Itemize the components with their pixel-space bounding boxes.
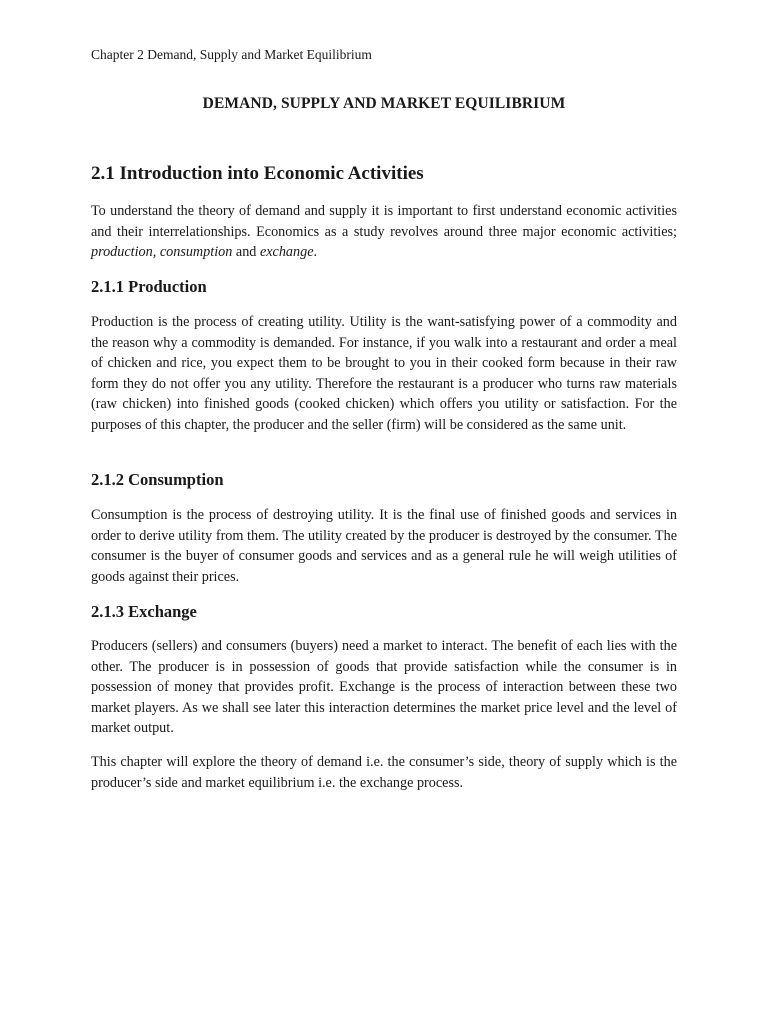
production-paragraph: Production is the process of creating utility. Utility is the want-satisfying power of a commodity and the reason why a commodity is demanded. For instance, if you walk into a restaurant and order a meal of chicken and rice, you expect them to be brought to you in their cooked form because in their raw form they do not offer you any utility. Therefore the restaurant is a producer who turns raw materials (raw chicken) into finished goods (cooked chicken) which offers you utility or satisfaction. For the purposes of this chapter, the producer and the seller (firm) will be considered as the same unit.	[91, 314, 677, 433]
subsection-heading-consumption: 2.1.2 Consumption	[91, 470, 224, 489]
intro-text: To understand the theory of demand and supply it is important to first understand economic activities and their interrelationships. Economics as a study revolves around three major economic activities;	[91, 203, 677, 240]
intro-end: .	[313, 244, 318, 260]
exchange-paragraph: Producers (sellers) and consumers (buyers) need a market to interact. The benefit of each lies with the other. The producer is in possession of goods that provide satisfaction while the consumer is in possession of money that provides profit. Exchange is the process of interaction between these two market players. As we shall see later this interaction determines the market price level and the level of market output.	[91, 638, 677, 736]
subsection-heading-exchange: 2.1.3 Exchange	[91, 602, 197, 621]
consumption-paragraph: Consumption is the process of destroying utility. It is the final use of finished goods and services in order to derive utility from them. The utility created by the producer is destroyed by the consumer. The consumer is the buyer of consumer goods and services and as a general rule he will weigh utilities of goods against their prices.	[91, 507, 677, 585]
intro-conjunction: and	[232, 244, 260, 260]
intro-paragraph	[91, 201, 677, 263]
intro-italic-terms: production, consumption	[91, 244, 233, 260]
intro-italic-last: exchange	[259, 244, 314, 260]
section-heading: 2.1 Introduction into Economic Activities	[91, 163, 424, 184]
subsection-heading-production: 2.1.1 Production	[91, 277, 207, 296]
closing-paragraph: This chapter will explore the theory of demand i.e. the consumer’s side, theory of supply which is the producer’s side and market equilibrium i.e. the exchange process.	[91, 754, 677, 791]
running-header: Chapter 2 Demand, Supply and Market Equilibrium	[91, 47, 372, 62]
document-title: DEMAND, SUPPLY AND MARKET EQUILIBRIUM	[202, 95, 566, 112]
